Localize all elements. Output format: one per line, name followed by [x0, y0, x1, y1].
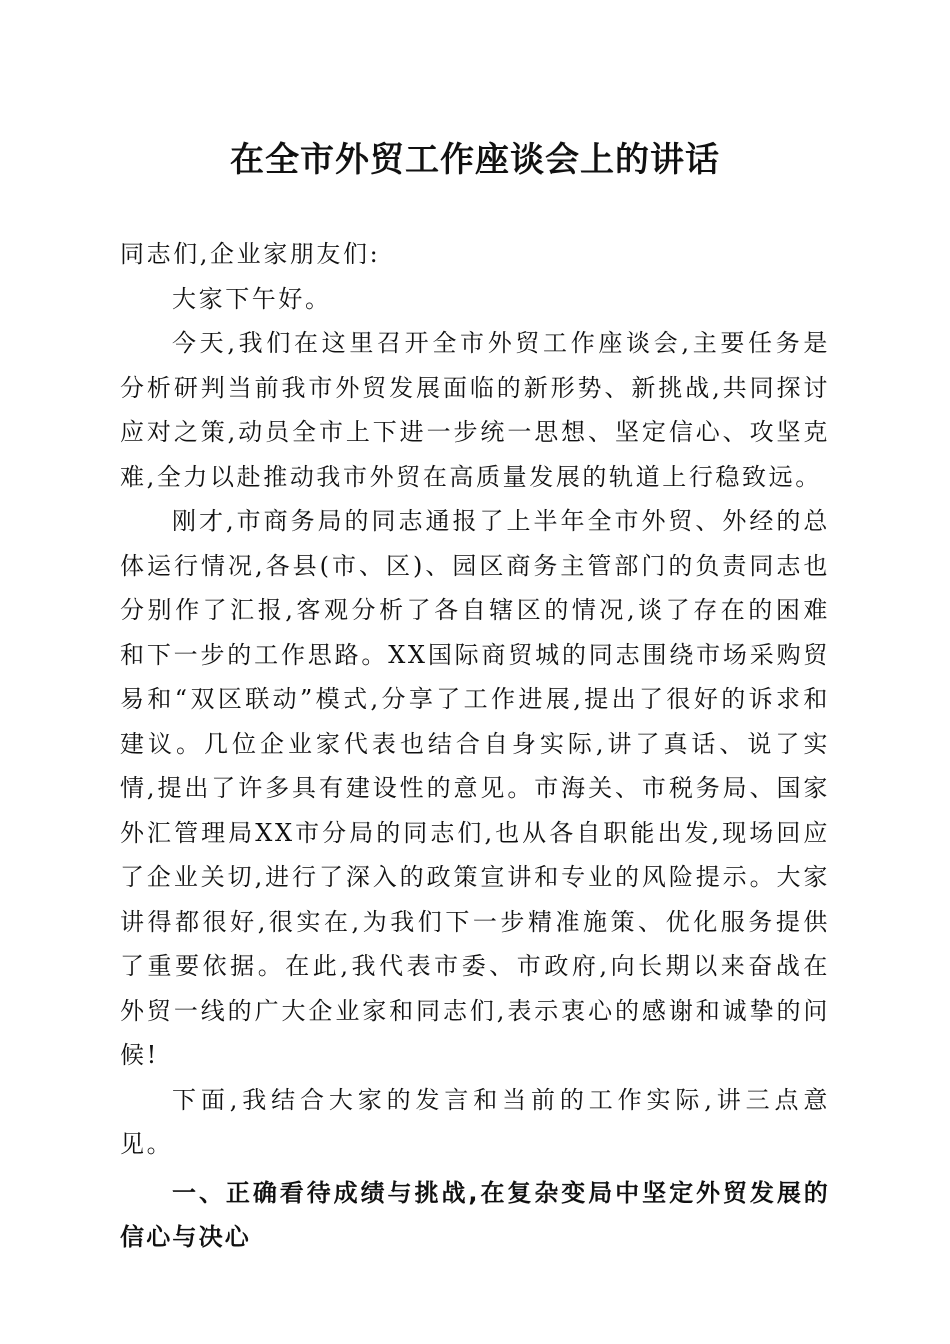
paragraph-transition: 下面,我结合大家的发言和当前的工作实际,讲三点意见。: [120, 1085, 830, 1158]
section-heading-1: 一、正确看待成绩与挑战,在复杂变局中坚定外贸发展的信心与决心: [120, 1178, 830, 1251]
paragraph-purpose: 今天,我们在这里召开全市外贸工作座谈会,主要任务是分析研判当前我市外贸发展面临的新形势、新挑战,共同探讨应对之策,动员全市上下进一步统一思想、坚定信心、攻坚克难,全力以赴推动我市外贸在高质量发展的轨道上行稳致远。: [120, 329, 830, 491]
document-title: 在全市外贸工作座谈会上的讲话: [230, 140, 720, 180]
salutation: 同志们,企业家朋友们:: [120, 240, 381, 268]
paragraph-greeting: 大家下午好。: [172, 284, 332, 313]
document-body: [120, 232, 830, 1260]
paragraph-review: 刚才,市商务局的同志通报了上半年全市外贸、外经的总体运行情况,各县(市、区)、园区商务主管部门的负责同志也分别作了汇报,客观分析了各自辖区的情况,谈了存在的困难和下一步的工作思路。XX国际商贸城的同志围绕市场采购贸易和“双区联动”模式,分享了工作进展,提出了很好的诉求和建议。几位企业家代表也结合自身实际,讲了真话、说了实情,提出了许多具有建设性的意见。市海关、市税务局、国家外汇管理局XX市分局的同志们,也从各自职能出发,现场回应了企业关切,进行了深入的政策宣讲和专业的风险提示。大家讲得都很好,很实在,为我们下一步精准施策、优化服务提供了重要依据。在此,我代表市委、市政府,向长期以来奋战在外贸一线的广大企业家和同志们,表示衷心的感谢和诚挚的问候!: [120, 507, 830, 1069]
